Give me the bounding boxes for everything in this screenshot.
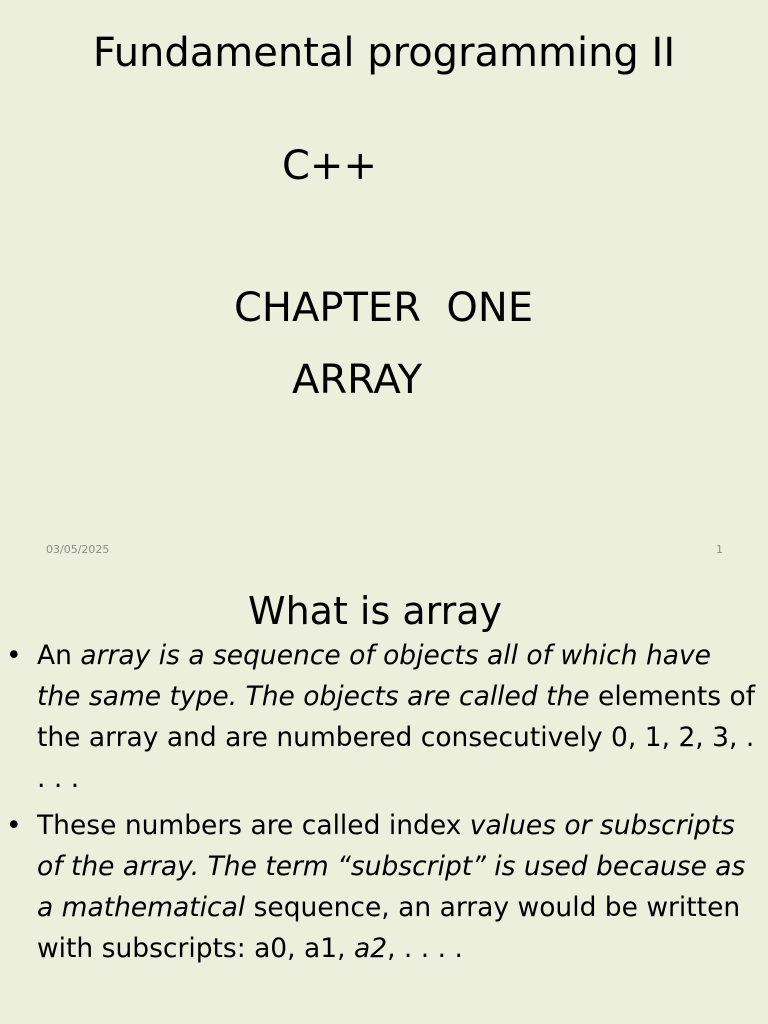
language-label: C++ [282,143,377,189]
text-segment: sequence, an array would be written with subscripts: a0, a1, [37,892,741,964]
page-number: 1 [716,543,723,556]
bullet-text [37,640,755,794]
bullet-item [0,805,768,969]
text-segment: , . . . . [387,933,463,964]
italic-text-segment: a2 [353,933,388,964]
bullet-icon: • [6,640,22,671]
text-segment: elements of the array and are numbered consecutively 0, 1, 2, 3, . . . . [37,681,756,794]
footer-date: 03/05/2025 [46,543,110,556]
bullet-list [0,635,768,975]
slide-title: Fundamental programming II [92,30,676,76]
slide-2 [0,565,768,1024]
italic-text-segment: array is a sequence of objects all of which have the same type. The objects are called the [37,640,711,712]
bullet-text [37,810,745,964]
chapter-heading: CHAPTER ONE [234,285,534,331]
slide-title: What is array [248,589,502,633]
bullet-item [0,635,768,799]
text-segment: An [37,640,81,671]
italic-text-segment: values or subscripts of the array. The term “subscript” is used because as a mathematical [37,810,746,923]
topic-heading: ARRAY [292,357,423,403]
text-segment: These numbers are called index [37,810,470,841]
bullet-icon: • [6,810,22,841]
